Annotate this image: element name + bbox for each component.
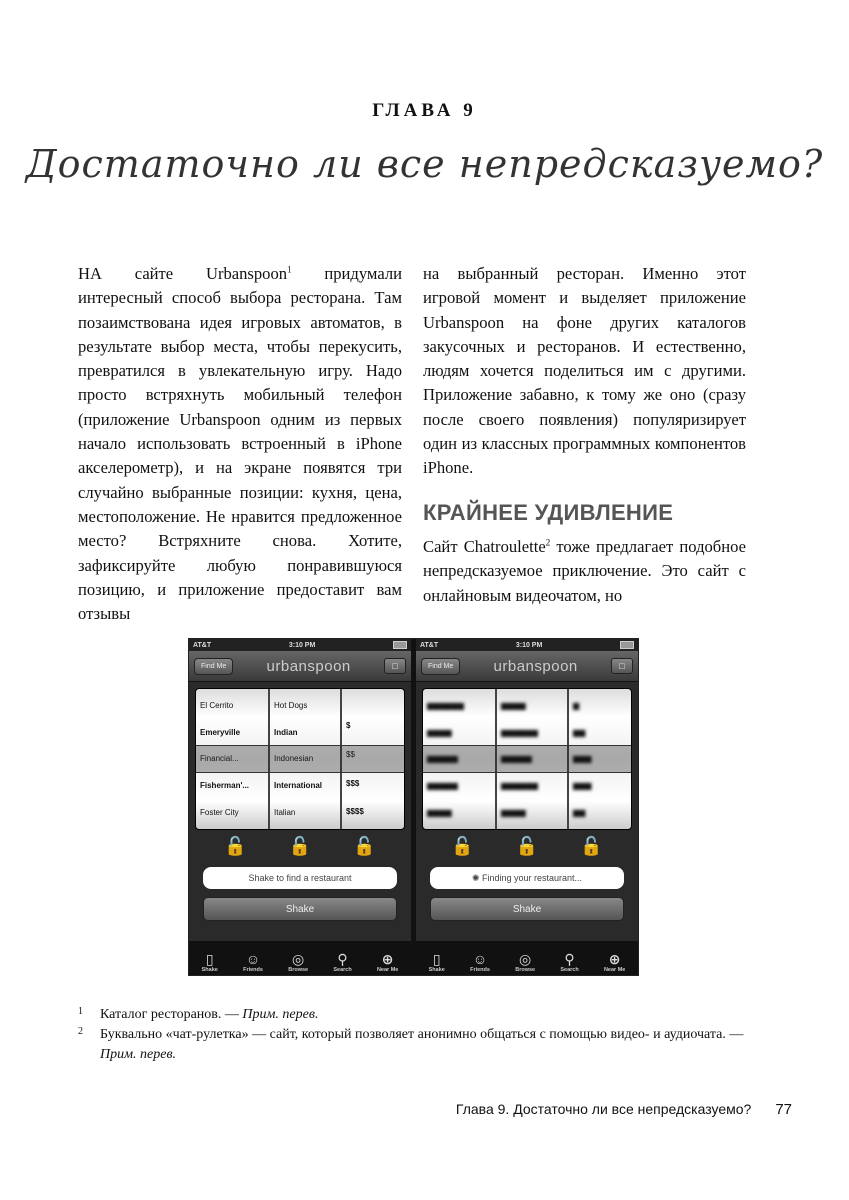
reel-item: $	[346, 721, 351, 731]
blurred-item: ▆▆▆	[573, 754, 592, 764]
tab-label: Search	[333, 967, 352, 973]
unlock-icon[interactable]: 🔓	[353, 836, 376, 856]
tab-label: Near Me	[603, 967, 626, 973]
chapter-number: ГЛАВА 9	[372, 100, 477, 121]
blurred-item: ▆▆▆▆▆▆	[427, 700, 464, 710]
para1-start: НА сайте Urbanspoon	[78, 264, 288, 283]
nav-bar	[189, 651, 411, 682]
reel-item: $$	[346, 749, 355, 759]
blurred-item: ▆▆▆	[573, 781, 592, 791]
tab-search[interactable]	[560, 951, 578, 973]
app-logo: urbanspoon	[493, 657, 578, 675]
status-bar	[189, 639, 411, 651]
tab-shake[interactable]	[202, 951, 218, 973]
footnote-text: Каталог ресторанов. —	[100, 1007, 243, 1022]
paragraph-2	[423, 535, 746, 608]
tab-near-me[interactable]	[377, 951, 398, 973]
reel-item: $$$	[346, 778, 360, 788]
find-me-button[interactable]: Find Me	[421, 658, 460, 675]
unlock-icon[interactable]: 🔓	[451, 836, 474, 856]
reel-location[interactable]	[423, 689, 497, 829]
slot-reels-spinning[interactable]	[422, 688, 632, 830]
selection-band	[196, 745, 404, 773]
reel-item: Indonesian	[274, 754, 314, 764]
status-text: Finding your restaurant...	[481, 873, 583, 883]
time-label: 3:10 PM	[515, 641, 543, 649]
unlock-icon[interactable]: 🔓	[580, 836, 603, 856]
footnotes	[78, 1005, 758, 1065]
tab-bar	[416, 941, 638, 975]
app-screenshot-figure	[188, 638, 639, 976]
globe-icon: ◎	[519, 951, 532, 967]
unlock-icon[interactable]: 🔓	[515, 836, 539, 856]
footnote-ref-1[interactable]: 1	[287, 264, 292, 275]
tab-label: Browse	[515, 967, 536, 973]
reel-item: Foster City	[200, 808, 239, 818]
tab-label: Near Me	[376, 967, 399, 973]
tab-label: Shake	[428, 967, 445, 973]
battery-icon	[620, 641, 634, 649]
phone-icon: ▯	[432, 951, 441, 967]
blurred-item: ▆▆▆▆	[501, 808, 526, 818]
tab-friends[interactable]	[470, 951, 490, 973]
status-message: Shake to find a restaurant	[203, 867, 397, 889]
target-icon: ⊕	[381, 951, 394, 967]
footnote-1	[78, 1005, 758, 1025]
people-icon: ☺	[472, 951, 488, 967]
section-heading: КРАЙНЕЕ УДИВЛЕНИЕ	[423, 499, 674, 525]
footnote-2	[78, 1025, 758, 1065]
running-title: Глава 9. Достаточно ли все непредсказуемо?	[455, 1101, 752, 1117]
para2-start: Сайт Chatroulette	[423, 536, 546, 556]
people-icon: ☺	[245, 951, 261, 967]
battery-icon	[393, 641, 407, 649]
blurred-item: ▆	[573, 700, 580, 710]
paragraph-1-cont	[423, 262, 746, 481]
footnote-number: 2	[78, 1026, 83, 1037]
phone-screen-left	[189, 639, 411, 975]
reel-item: Italian	[274, 808, 296, 818]
page-number: 77	[775, 1101, 792, 1118]
tab-label: Browse	[288, 967, 309, 973]
time-label: 3:10 PM	[288, 641, 316, 649]
find-me-button[interactable]: Find Me	[194, 658, 233, 675]
shake-button[interactable]: Shake	[203, 897, 397, 921]
tab-browse[interactable]	[515, 951, 535, 973]
blurred-item: ▆▆	[573, 727, 586, 737]
blurred-item: ▆▆▆▆▆▆	[501, 727, 538, 737]
tab-shake[interactable]	[429, 951, 445, 973]
reel-item: Hot Dogs	[274, 700, 308, 710]
tab-browse[interactable]	[288, 951, 308, 973]
search-icon: ⚲	[564, 951, 575, 967]
tab-label: Friends	[243, 967, 263, 973]
running-footer	[456, 1101, 792, 1118]
blurred-item: ▆▆▆▆▆	[501, 754, 532, 764]
translator-note: Прим. перев.	[242, 1007, 319, 1022]
translator-note: Прим. перев.	[100, 1047, 177, 1062]
footnote-number: 1	[78, 1006, 83, 1017]
blurred-item: ▆▆▆▆	[427, 808, 452, 818]
lock-row	[189, 830, 411, 863]
reel-item: El Cerrito	[200, 700, 234, 710]
status-bar	[416, 639, 638, 651]
book-icon[interactable]: □	[611, 658, 633, 674]
app-logo: urbanspoon	[266, 657, 351, 675]
phone-screen-right	[416, 639, 638, 975]
reel-price[interactable]	[569, 689, 631, 829]
tab-label: Search	[560, 967, 579, 973]
nav-bar	[416, 651, 638, 682]
lock-row	[416, 830, 638, 863]
unlock-icon[interactable]: 🔓	[288, 836, 312, 856]
phone-icon: ▯	[205, 951, 214, 967]
reel-item: Fisherman'...	[200, 781, 250, 791]
tab-friends[interactable]	[243, 951, 263, 973]
spinner-icon: ✺	[471, 872, 482, 883]
footnote-text: Буквально «чат-рулетка» — сайт, который позволяет анонимно общаться с помощью видео- и аудиочата. —	[100, 1027, 744, 1042]
blurred-item: ▆▆▆▆	[501, 700, 526, 710]
tab-label: Friends	[470, 967, 490, 973]
para1-text-right: на выбранный ресторан. Именно этот игровой момент и выделяет приложение Urbanspoon на фоне других каталогов закусочных и ресторанов. И естественно, людям хочется поделиться им с другими. Приложение забавно, к тому же оно (сразу после своего появления) популяризирует один из классных программных компонентов iPhone.	[423, 264, 746, 478]
blurred-item: ▆▆▆▆	[427, 727, 452, 737]
carrier-label: AT&T	[193, 641, 212, 649]
status-message	[430, 867, 624, 889]
search-icon: ⚲	[337, 951, 348, 967]
chapter-title: Достаточно ли все непредсказуемо?	[25, 142, 824, 186]
paragraph-1	[78, 262, 402, 626]
blurred-item: ▆▆▆▆▆	[427, 781, 458, 791]
globe-icon: ◎	[292, 951, 305, 967]
reel-item: $$$$	[346, 807, 364, 817]
text-column-left	[78, 262, 402, 626]
text-column-right	[423, 262, 746, 608]
carrier-label: AT&T	[420, 641, 439, 649]
target-icon: ⊕	[608, 951, 621, 967]
reel-cuisine[interactable]	[497, 689, 569, 829]
reel-item: International	[274, 781, 323, 791]
unlock-icon[interactable]: 🔓	[224, 836, 247, 856]
footnote-ref-2[interactable]: 2	[545, 537, 551, 548]
reel-item: Emeryville	[200, 727, 241, 737]
tab-label: Shake	[201, 967, 218, 973]
para1-text-left: придумали интересный способ выбора ресторана. Там позаимствована идея игровых автоматов, в результате выбор места, чтобы перекусить, превратился в увлекательную игру. Надо просто встряхнуть мобильный телефон (приложение Urbanspoon одним из первых начало использовать встроенный в iPhone акселерометр), и на экране появятся три случайно выбранные позиции: кухня, цена, местоположение. Не нравится предложенное место? Встряхните снова. Хотите, зафиксируйте любую понравившуюся позицию, и приложение предоставит вам отзывы	[78, 264, 402, 624]
tab-search[interactable]	[333, 951, 351, 973]
blurred-item: ▆▆▆▆▆▆	[501, 781, 538, 791]
slot-reels[interactable]	[195, 688, 405, 830]
book-icon[interactable]: □	[384, 658, 406, 674]
blurred-item: ▆▆	[573, 808, 586, 818]
tab-bar	[189, 941, 411, 975]
tab-near-me[interactable]	[604, 951, 625, 973]
reel-item: Indian	[274, 727, 298, 737]
reel-item: Financial...	[200, 754, 239, 764]
para2-text: тоже предлагает подобное непредсказуемое приключение. Это сайт с онлайновым видеочатом, но	[423, 536, 746, 605]
blurred-item: ▆▆▆▆▆	[427, 754, 458, 764]
shake-button[interactable]: Shake	[430, 897, 624, 921]
